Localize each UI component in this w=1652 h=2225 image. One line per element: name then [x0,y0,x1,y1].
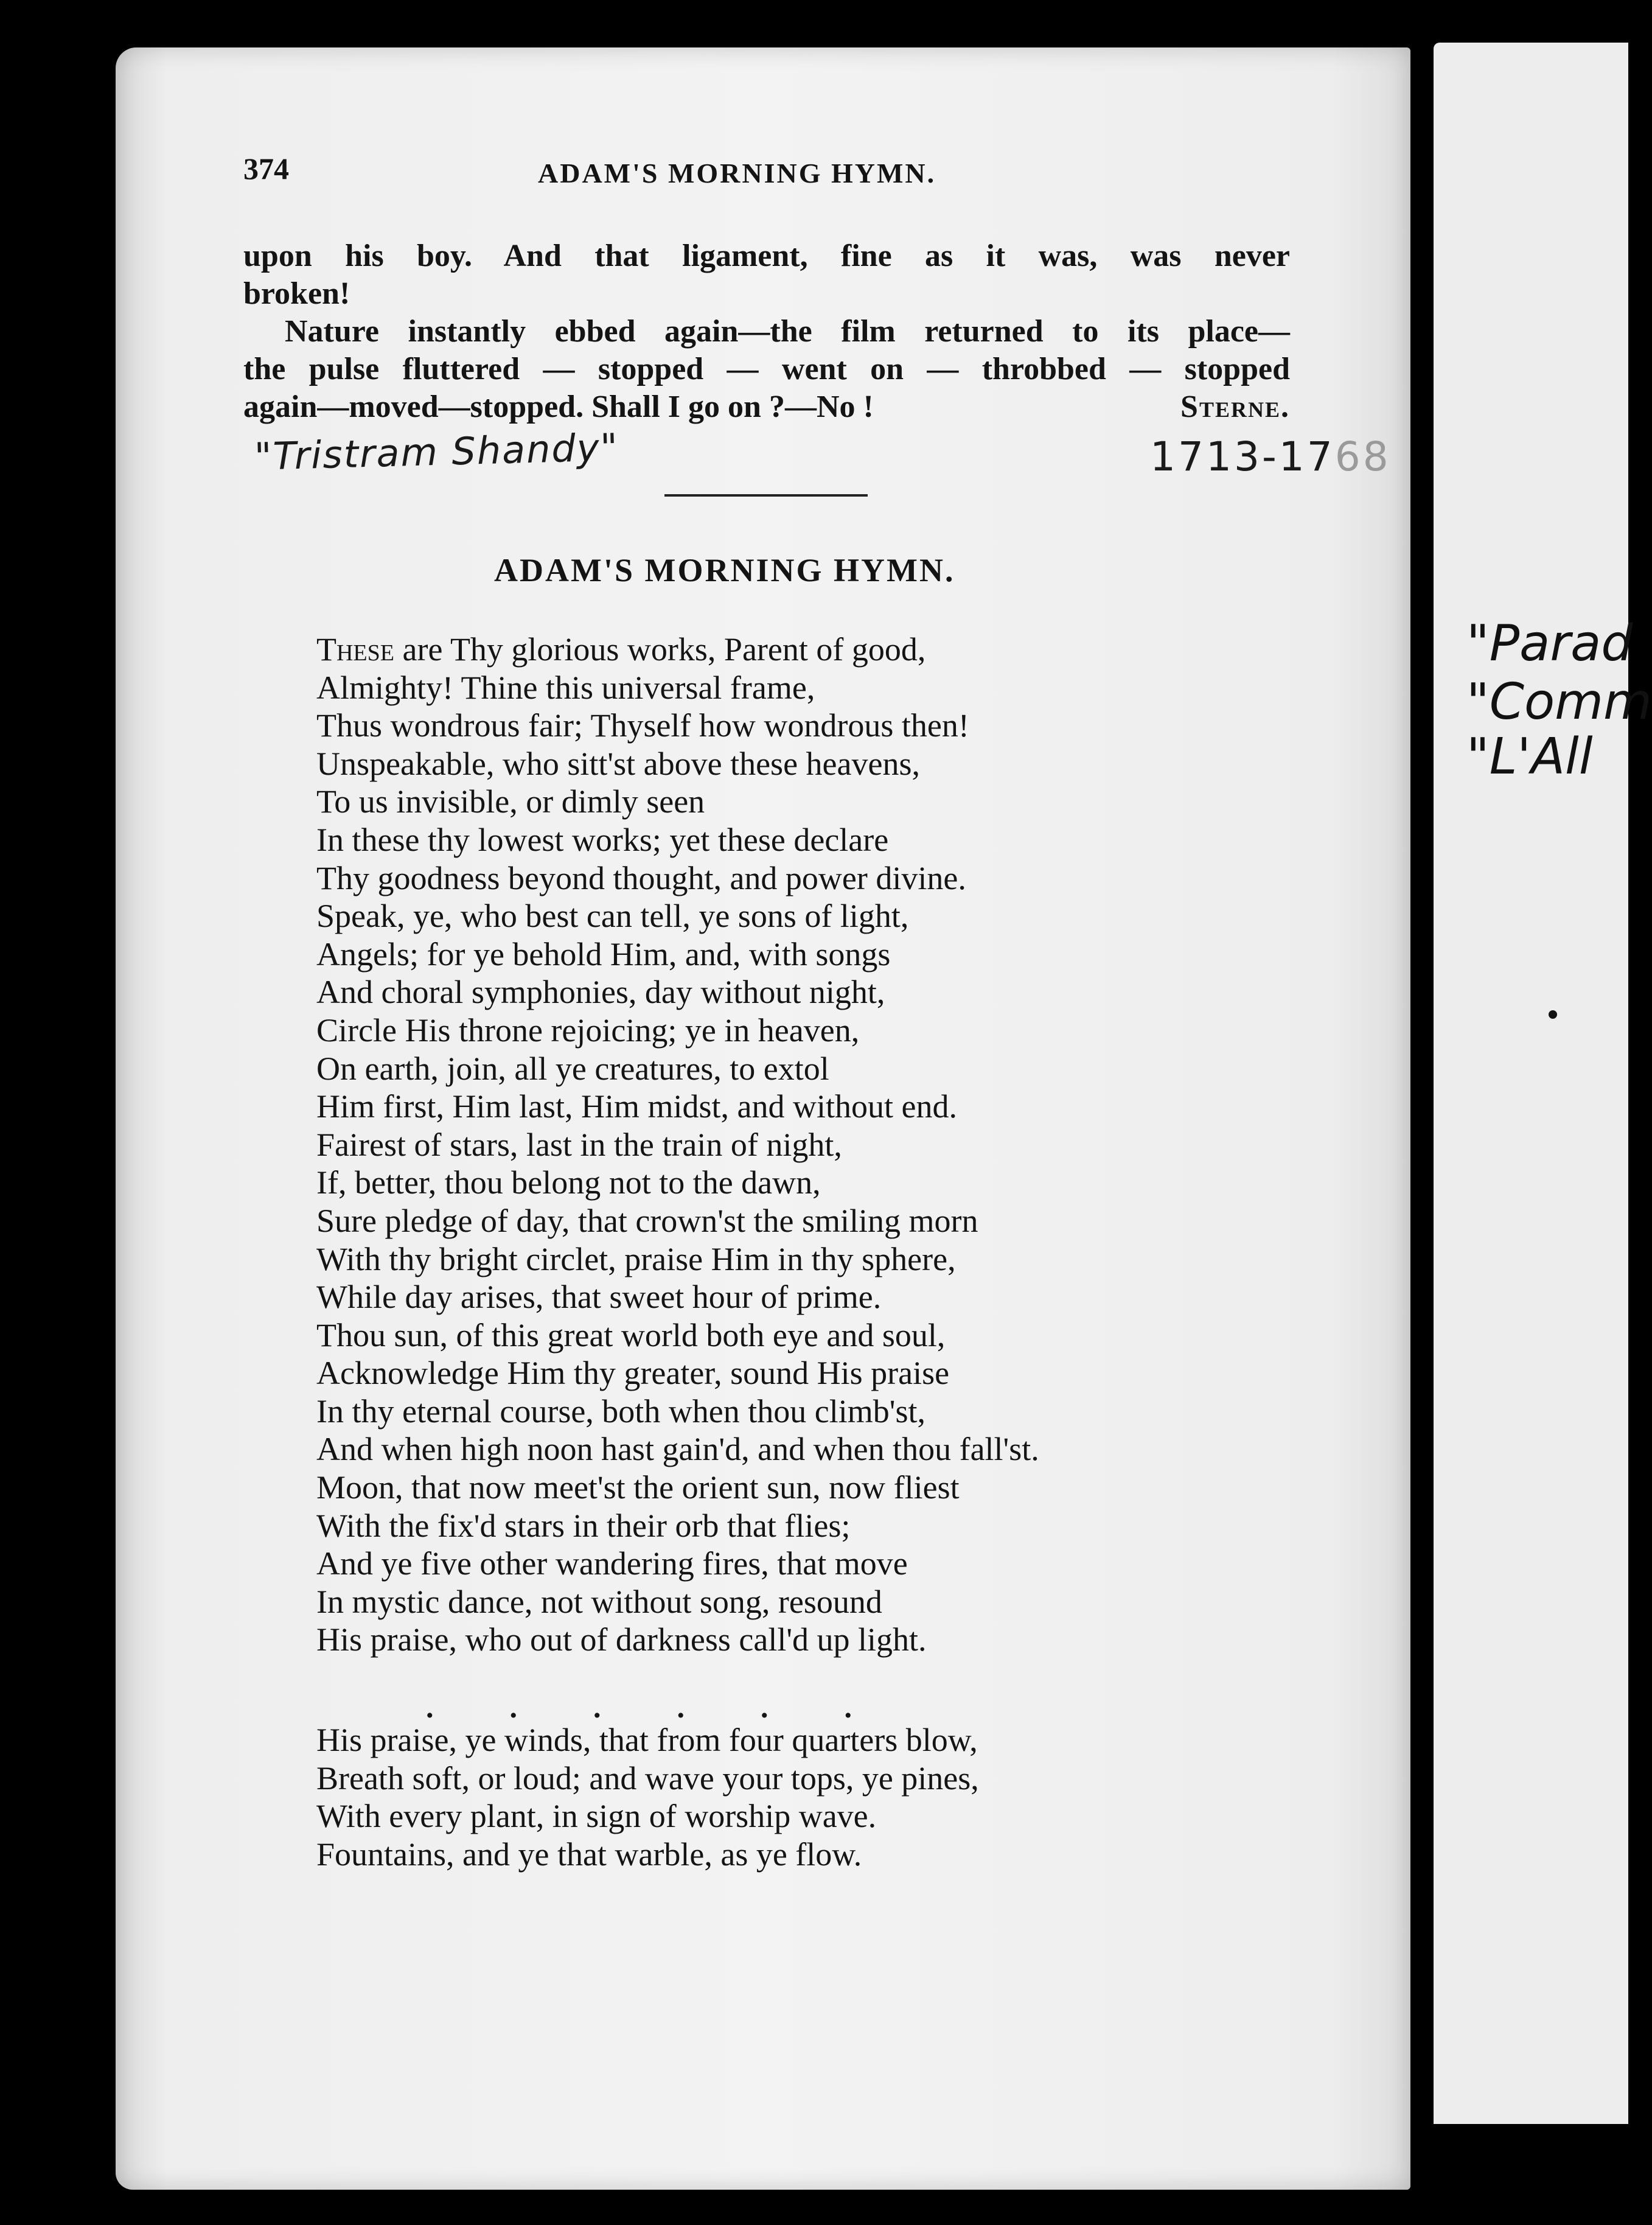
poem-line: Speak, ye, who best can tell, ye sons of light, [316,898,909,935]
prose-line: broken! [243,276,350,311]
poem-line: To us invisible, or dimly seen [316,783,705,820]
poem-line: In mystic dance, not without song, resound [316,1583,882,1620]
poem-line: Unspeakable, who sitt'st above these heavens, [316,745,920,782]
prose-line: upon his boy. And that ligament, fine as it was, was never [243,239,1290,273]
handwritten-dates [1150,433,1391,480]
poem-line: Thy goodness beyond thought, and power divine. [316,859,966,896]
stanza-dot: . [677,1690,685,1724]
poem-body [316,630,1039,1659]
prose-line: the pulse fluttered — stopped — went on — throbbed — stopped [243,352,1290,386]
poem-first-line-rest: are Thy glorious works, Parent of good, [394,631,926,668]
poem-first-word: These [316,631,394,668]
prose-line: again—moved—stopped. Shall I go on ?—No ! [243,389,874,424]
stanza-dot: . [593,1690,601,1724]
prose-line: Nature instantly ebbed again—the film returned to its place— [285,314,1290,349]
margin-note: "Comm [1466,673,1652,731]
poem-line: With the fix'd stars in their orb that flies; [316,1507,851,1544]
poem-body-continued [316,1721,979,1873]
poem-line: And choral symphonies, day without night, [316,974,885,1011]
stanza-dot: . [509,1690,517,1724]
stanza-dot: . [426,1690,434,1724]
adjacent-page [1434,43,1628,2124]
poem-line: Breath soft, or loud; and wave your tops, ye pines, [316,1759,979,1797]
poem-line: Angels; for ye behold Him, and, with songs [316,935,891,973]
poem-line: While day arises, that sweet hour of prime. [316,1279,882,1316]
poem-line: If, better, thou belong not to the dawn, [316,1164,821,1201]
poem-line: Him first, Him last, Him midst, and without end. [316,1088,957,1125]
page-number: 374 [243,152,289,186]
handwritten-title-note: "Tristram Shandy" [254,425,619,479]
dates-main: 1713-17 [1150,433,1335,480]
poem-line: Thou sun, of this great world both eye and soul, [316,1316,946,1354]
stanza-dot: . [761,1690,768,1724]
poem-line: His praise, who out of darkness call'd up light. [316,1621,927,1658]
poem-line: Acknowledge Him thy greater, sound His praise [316,1355,950,1392]
poem-line: With thy bright circlet, praise Him in thy sphere, [316,1240,956,1277]
section-divider [664,494,868,497]
author-attribution: Sterne. [1180,389,1290,424]
prose-ending [243,237,1290,426]
ink-dot [1549,1010,1557,1019]
running-head: ADAM'S MORNING HYMN. [538,158,936,189]
poem-line: With every plant, in sign of worship wave. [316,1798,877,1835]
poem-line: In these thy lowest works; yet these declare [316,821,889,858]
poem-line: In thy eternal course, both when thou climb'st, [316,1392,926,1430]
dates-faint: 68 [1334,433,1391,480]
poem-line: On earth, join, all ye creatures, to extol [316,1050,829,1087]
poem-line: And when high noon hast gain'd, and when thou fall'st. [316,1431,1039,1468]
poem-line: Moon, that now meet'st the orient sun, now fliest [316,1469,960,1506]
stanza-break-dots [426,1689,852,1725]
poem-line: Thus wondrous fair; Thyself how wondrous then! [316,707,969,744]
poem-line: Circle His throne rejoicing; ye in heaven, [316,1011,860,1049]
poem-line: Sure pledge of day, that crown'st the smiling morn [316,1202,978,1239]
poem-line [316,630,1039,669]
poem-title: ADAM'S MORNING HYMN. [494,552,955,589]
poem-line: Almighty! Thine this universal frame, [316,669,815,706]
poem-line: His praise, ye winds, that from four quarters blow, [316,1722,978,1758]
poem-line: Fairest of stars, last in the train of night, [316,1126,842,1163]
stanza-dot: . [844,1690,852,1724]
poem-line: And ye five other wandering fires, that move [316,1545,908,1582]
poem-line: Fountains, and ye that warble, as ye flow. [316,1836,862,1873]
prose-attribution-line [243,388,1290,426]
margin-note: "Parad [1466,615,1633,672]
margin-note: "L'All [1466,728,1593,786]
